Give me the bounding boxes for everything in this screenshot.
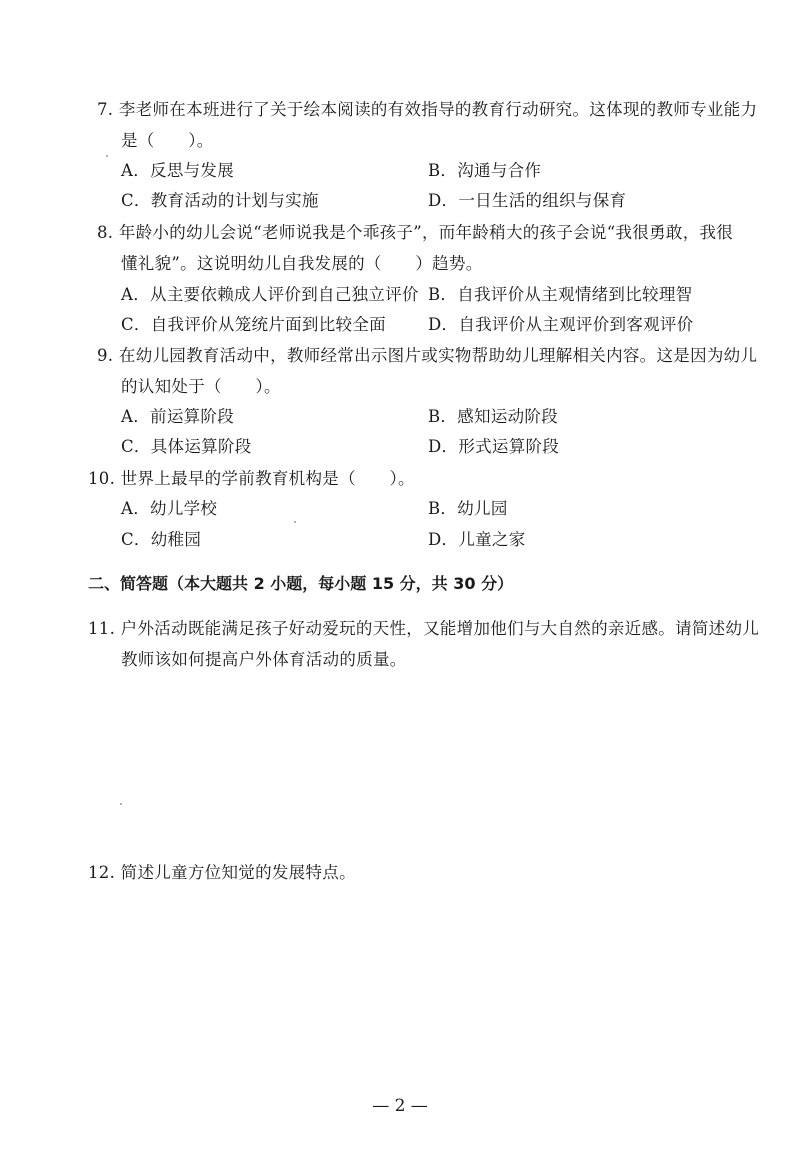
- q9-option-d: D．形式运算阶段: [428, 437, 560, 456]
- q12-stem: 12. 简述儿童方位知觉的发展特点。: [88, 863, 356, 882]
- q7-option-a: A．反思与发展: [121, 161, 235, 180]
- q7-stem-line2: 是（ ）。: [121, 131, 214, 150]
- q8-option-c: C．自我评价从笼统片面到比较全面: [121, 315, 386, 334]
- q7-option-c: C．教育活动的计划与实施: [121, 191, 319, 210]
- q9-option-b: B．感知运动阶段: [428, 407, 559, 426]
- q9-option-a: A．前运算阶段: [121, 407, 235, 426]
- q10-option-d: D．儿童之家: [428, 530, 526, 549]
- scan-speck: [106, 155, 108, 157]
- scan-speck: [120, 803, 122, 805]
- section2-title: 二、简答题（本大题共 2 小题，每小题 15 分，共 30 分）: [88, 574, 514, 593]
- q10-option-a: A．幼儿学校: [121, 499, 218, 518]
- q11-line1: 11. 户外活动既能满足孩子好动爱玩的天性，又能增加他们与大自然的亲近感。请简述幼儿: [88, 619, 760, 638]
- q8-option-d: D．自我评价从主观评价到客观评价: [428, 315, 694, 334]
- q7-stem-line1: 7. 李老师在本班进行了关于绘本阅读的有效指导的教育行动研究。这体现的教师专业能力: [97, 100, 758, 119]
- q9-stem-line1: 9. 在幼儿园教育活动中，教师经常出示图片或实物帮助幼儿理解相关内容。这是因为幼儿: [97, 346, 758, 365]
- page-number: — 2 —: [372, 1096, 428, 1116]
- q8-option-b: B．自我评价从主观情绪到比较理智: [428, 285, 693, 304]
- q10-option-b: B．幼儿园: [428, 499, 508, 518]
- scan-speck: [294, 521, 296, 523]
- q8-option-a: A．从主要依赖成人评价到自己独立评价: [121, 285, 419, 304]
- q9-option-c: C．具体运算阶段: [121, 437, 252, 456]
- q10-option-c: C．幼稚园: [121, 530, 202, 549]
- q8-stem-line1: 8. 年龄小的幼儿会说“老师说我是个乖孩子”，而年龄稍大的孩子会说“我很勇敢，我很: [97, 223, 734, 242]
- q7-option-d: D．一日生活的组织与保育: [428, 191, 627, 210]
- q9-stem-line2: 的认知处于（ ）。: [121, 377, 281, 396]
- q7-option-b: B．沟通与合作: [428, 161, 542, 180]
- q10-stem: 10. 世界上最早的学前教育机构是（ ）。: [88, 469, 415, 488]
- q11-line2: 教师该如何提高户外体育活动的质量。: [121, 650, 407, 669]
- q8-stem-line2: 懂礼貌”。这说明幼儿自我发展的（ ）趋势。: [121, 254, 483, 273]
